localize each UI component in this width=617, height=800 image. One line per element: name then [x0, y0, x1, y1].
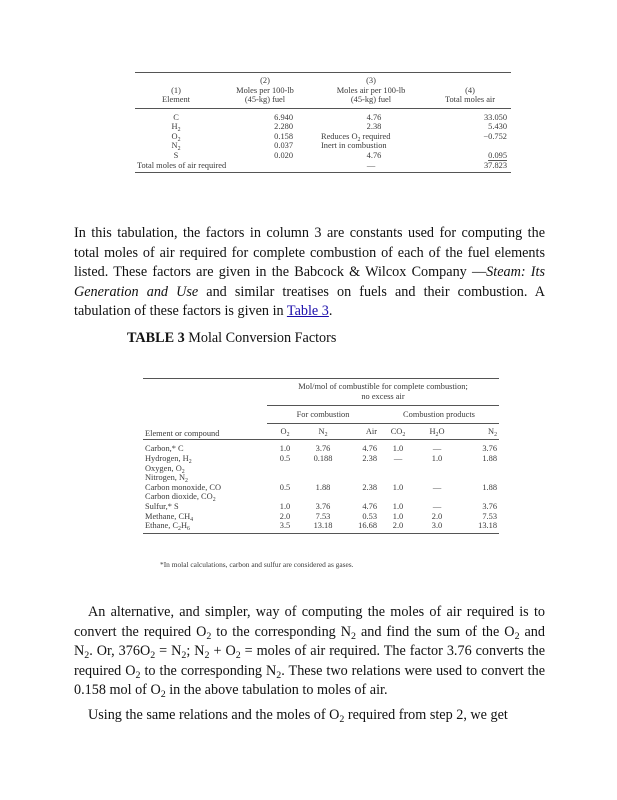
t1-col2-num: (2) — [260, 76, 270, 85]
n2-cell: 3.76 — [315, 501, 331, 511]
compound-cell: Methane, $CH_4$ — [145, 511, 194, 523]
compound-cell: Carbon monoxide, CO — [145, 482, 222, 492]
moles-cell: 0.020 — [274, 150, 293, 160]
n2-cell: 3.76 — [315, 444, 331, 454]
factor-cell: 2.38 — [366, 122, 382, 132]
t1-col1-header — [135, 73, 217, 109]
o2-cell: 1.0 — [279, 501, 291, 511]
air-cell: 4.76 — [362, 501, 377, 511]
o2-cell: 0.5 — [279, 453, 291, 463]
co2-cell: — — [393, 453, 403, 463]
o2-cell — [267, 464, 303, 474]
table-total-row — [135, 160, 511, 172]
n2-cell: 13.18 — [303, 521, 343, 533]
n2-cell — [303, 492, 343, 502]
n2-products-cell: 3.76 — [482, 444, 497, 454]
total-cell — [429, 141, 511, 151]
factor-cell: Inert in combustion — [321, 141, 387, 151]
air-cell: 0.53 — [362, 511, 377, 521]
air-cell — [343, 492, 379, 502]
o2-cell: 1.0 — [279, 444, 291, 454]
group-for-combustion: For combustion — [267, 406, 379, 424]
col-n2-products: $N_2$ — [457, 423, 499, 440]
body-paragraph-3: Using the same relations and the moles of $O_2$ required from step 2, we get — [88, 707, 508, 725]
n2-products-cell — [457, 492, 499, 502]
factor-cell: 4.76 — [366, 112, 382, 122]
body-paragraph-1: In this tabulation, the factors in column 3 are constants used for computing the total moles of air required for complete combustion of each of the fuel elements listed. These factors are given in the Babcock & Wilcox Company —Steam: Its Generation and Use and similar treatises on fuels and their combustion. A tabulation of these factors is given in Table 3. — [74, 225, 545, 319]
compound-cell: Hydrogen, $H_2$ — [145, 453, 192, 465]
air-cell — [343, 473, 379, 483]
t1-col4-num: (4) — [465, 85, 475, 95]
t1-col2-label2: (45-kg) fuel — [244, 95, 286, 104]
total-label: Total moles of air required — [135, 160, 313, 172]
col-co2: $CO_2$ — [379, 423, 417, 440]
co2-cell — [379, 473, 417, 483]
table-row — [135, 108, 511, 122]
co2-cell: 1.0 — [392, 482, 404, 492]
t1-col1-label: Element — [162, 95, 190, 104]
t1-col2-header — [217, 73, 313, 109]
moles-cell: 0.037 — [274, 141, 293, 151]
t1-col1-num: (1) — [171, 85, 181, 95]
n2-cell: 7.53 — [315, 511, 331, 521]
total-cell: 0.095 — [488, 150, 507, 160]
t1-col3-num: (3) — [366, 76, 376, 85]
h2o-cell: — — [432, 444, 442, 454]
n2-products-cell: 7.53 — [482, 511, 497, 521]
body-paragraph-2: An alternative, and simpler, way of computing the moles of air required is to convert the required $O_2$ to the corresponding $N_2$ and find the sum of the $O_2$ and $N_2$. Or, $376O_2 = N_2$; $N_2 + O_2$ = moles of air required. The factor 3.76 converts the required $O_2$ to the corresponding $N_2$. These two relations were used to convert the 0.158 mol of $O_2$ in the above tabulation to moles of air. — [74, 604, 546, 700]
t1-col3-header — [313, 73, 429, 109]
air-cell — [343, 464, 379, 474]
total-cell: 5.430 — [488, 122, 507, 132]
h2o-cell: — — [432, 482, 442, 492]
n2-cell: 0.188 — [313, 453, 333, 463]
air-cell: 4.76 — [362, 444, 377, 454]
book-title: Steam: Its Generation and Use — [74, 264, 545, 300]
col-h2o: $H_2O$ — [417, 423, 457, 440]
table-row — [143, 521, 499, 533]
moles-cell: 2.280 — [274, 122, 293, 132]
table-row — [135, 132, 511, 142]
element-cell: C — [173, 112, 179, 122]
n2-cell: 1.88 — [315, 482, 331, 492]
col-n2: $N_2$ — [303, 423, 343, 440]
factor-cell: Reduces $O_2$ required — [321, 131, 391, 143]
n2-products-cell: 1.88 — [482, 453, 497, 463]
o2-cell: 2.0 — [279, 511, 291, 521]
factor-cell: 4.76 — [366, 150, 382, 160]
h2o-cell — [417, 473, 457, 483]
h2o-cell: 3.0 — [417, 521, 457, 533]
t1-col4-header — [429, 73, 511, 109]
table-row — [143, 464, 499, 474]
table-footnote: *In molal calculations, carbon and sulfur are considered as gases. — [160, 560, 354, 569]
span-header: Mol/mol of combustible for complete combustion; no excess air — [267, 379, 499, 406]
h2o-cell: 1.0 — [431, 453, 443, 463]
n2-products-cell — [457, 464, 499, 474]
compound-cell: Nitrogen, $N_2$ — [145, 473, 188, 484]
molal-conversion-table — [143, 378, 499, 534]
moles-cell: 6.940 — [274, 112, 293, 122]
compound-cell: Carbon dioxide, $CO_2$ — [145, 492, 216, 504]
col-air: Air — [343, 423, 379, 440]
n2-cell — [303, 464, 343, 474]
element-cell: S — [173, 150, 179, 160]
table-row — [143, 473, 499, 483]
h2o-cell: — — [432, 501, 442, 511]
table-row — [143, 492, 499, 502]
total-col3: — — [313, 160, 429, 172]
o2-cell: 0.5 — [279, 482, 291, 492]
table-row — [143, 483, 499, 493]
compound-cell: Ethane, $C_2H_6$ — [143, 521, 267, 533]
t1-col3-label2: (45-kg) fuel — [350, 95, 392, 104]
co2-cell: 1.0 — [392, 501, 404, 511]
total-value: 37.823 — [429, 160, 511, 172]
element-cell: $N_2$ — [171, 141, 181, 153]
o2-cell — [267, 492, 303, 502]
table-3-caption — [127, 330, 336, 347]
co2-cell — [379, 492, 417, 502]
air-cell: 16.68 — [343, 521, 379, 533]
air-cell: 2.38 — [362, 453, 377, 463]
h2o-cell — [417, 492, 457, 502]
table-row — [143, 454, 499, 464]
n2-cell — [303, 473, 343, 483]
group-combustion-products: Combustion products — [379, 406, 499, 424]
caption-title: Molal Conversion Factors — [184, 330, 337, 346]
caption-label: TABLE 3 — [127, 330, 185, 346]
co2-cell: 1.0 — [392, 511, 404, 521]
table-row — [143, 502, 499, 512]
co2-cell — [379, 464, 417, 474]
col-o2: $O_2$ — [267, 423, 303, 440]
t1-col3-label1: Moles air per 100-lb — [336, 85, 406, 95]
o2-cell: 3.5 — [267, 521, 303, 533]
table-row — [135, 122, 511, 132]
h2o-cell: 2.0 — [431, 511, 443, 521]
h2o-cell — [417, 464, 457, 474]
t1-col4-label: Total moles air — [444, 95, 496, 104]
compound-cell: Sulfur,* S — [145, 501, 179, 511]
element-cell: $O_2$ — [171, 131, 181, 143]
o2-cell — [267, 473, 303, 483]
table-row — [135, 151, 511, 161]
col-element: Element or compound — [143, 423, 267, 440]
total-cell: 33.050 — [483, 112, 507, 122]
total-cell: −0.752 — [483, 131, 507, 141]
n2-products-cell: 13.18 — [457, 521, 499, 533]
compound-cell: Oxygen, $O_2$ — [145, 463, 185, 475]
table-row — [143, 440, 499, 454]
fuel-air-table — [135, 72, 511, 173]
n2-products-cell: 3.76 — [482, 501, 497, 511]
co2-cell: 2.0 — [379, 521, 417, 533]
n2-products-cell: 1.88 — [482, 482, 497, 492]
t1-col2-label1: Moles per 100-lb — [236, 85, 294, 95]
co2-cell: 1.0 — [392, 444, 404, 454]
moles-cell: 0.158 — [274, 131, 293, 141]
n2-products-cell — [457, 473, 499, 483]
compound-cell: Carbon,* C — [145, 444, 184, 454]
air-cell: 2.38 — [362, 482, 377, 492]
table-3-link[interactable]: Table 3 — [286, 303, 329, 319]
table-row — [135, 141, 511, 151]
element-cell: $H_2$ — [171, 122, 181, 133]
table-row — [143, 512, 499, 522]
